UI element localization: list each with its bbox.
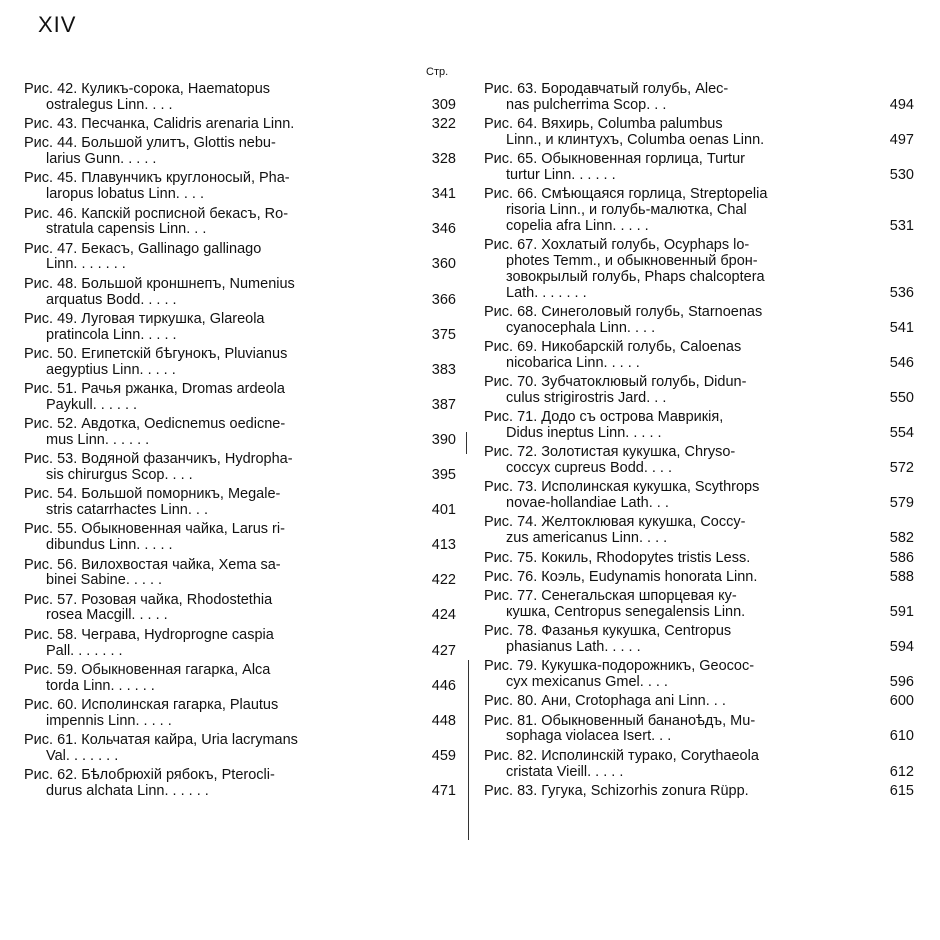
figure-entry [484,152,914,184]
caption-text: Рис. 64. Вяхирь, Columba palumbus [484,116,723,133]
figure-caption-continuation [24,98,456,114]
caption-text: Lath. . . . . . . [506,284,587,301]
figure-caption-continuation [24,679,456,695]
figure-entry [24,207,456,239]
figure-entry [484,551,914,567]
figure-entry [484,82,914,114]
caption-text: Рис. 79. Кукушка-подорожникъ, Geococ- [484,658,755,675]
figure-caption-continuation [24,293,456,309]
page-reference: 360 [431,256,456,273]
figure-list-left-column [24,82,456,803]
figure-entry [484,784,914,800]
figure-entry [24,417,456,449]
figure-caption-continuation [24,433,456,449]
caption-text: larius Gunn. . . . . [46,151,157,168]
caption-text: Рис. 75. Кокиль, Rhodopytes tristis Less. [484,549,751,566]
figure-entry [484,694,914,710]
page-reference: 494 [889,96,914,113]
page-reference: 427 [431,642,456,659]
figure-caption-continuation [484,605,914,621]
margin-rule [466,432,467,454]
column-divider-line [468,660,469,840]
caption-text: coccyx cupreus Bodd. . . . [506,460,673,477]
figure-caption-continuation [484,729,914,745]
caption-text: Рис. 63. Бородавчатый голубь, Alec- [484,81,729,97]
figure-caption-line [484,624,914,640]
caption-text: cristata Vieill. . . . . [506,763,624,780]
figure-caption-line [484,375,914,391]
figure-caption-line [484,784,914,800]
page-reference: 366 [431,291,456,308]
page-reference: 387 [431,396,456,413]
figure-caption-continuation [24,257,456,273]
page-reference: 554 [889,424,914,441]
caption-text: Рис. 70. Зубчатоклювый голубь, Didun- [484,374,747,391]
figure-entry [484,714,914,746]
page-reference: 383 [431,361,456,378]
caption-text: Val. . . . . . . [46,747,119,764]
figure-caption-continuation [484,640,914,656]
figure-caption-continuation [24,573,456,589]
page-reference: 588 [889,568,914,585]
page-reference: 615 [889,782,914,799]
figure-caption-line [484,82,914,98]
figure-caption-line [484,238,914,254]
caption-text: rosea Macgill. . . . . [46,607,168,624]
page-reference: 446 [431,677,456,694]
caption-text: Рис. 81. Обыкновенный бананоѣдъ, Mu- [484,712,756,729]
page-reference: 322 [431,116,456,133]
caption-text: Рис. 48. Большой кроншнепъ, Numenius [24,275,295,292]
caption-text: laropus lobatus Linn. . . . [46,186,204,203]
figure-caption-line [484,749,914,765]
caption-text: Рис. 51. Рачья ржанка, Dromas ardeola [24,381,285,398]
figure-caption-line [484,659,914,675]
figure-entry [484,340,914,372]
page-reference: 594 [889,639,914,655]
caption-text: binei Sabine. . . . . [46,572,163,589]
figure-caption-continuation [484,98,914,114]
caption-text: Рис. 83. Гугука, Schizorhis zonura Rüpp. [484,782,749,799]
figure-caption-line [24,522,456,538]
figure-caption-line [24,382,456,398]
caption-text: Рис. 45. Плавунчикъ круглоносый, Pha- [24,170,290,187]
figure-caption-line [24,82,456,98]
figure-caption-continuation [24,503,456,519]
caption-text: Рис. 42. Куликъ-сорока, Haematopus [24,81,271,97]
figure-caption-line [484,515,914,531]
caption-text: Рис. 59. Обыкновенная гагарка, Alca [24,661,271,678]
caption-text: copelia afra Linn. . . . . [506,217,649,234]
figure-caption-continuation [24,187,456,203]
figure-caption-continuation [24,222,456,238]
caption-text: Рис. 54. Большой поморникъ, Megale- [24,486,281,503]
figure-caption-line [24,171,456,187]
figure-entry [24,733,456,765]
figure-caption-continuation [484,321,914,337]
figure-caption-continuation [484,531,914,547]
caption-text: Рис. 52. Авдотка, Oedicnemus oedicne- [24,416,286,433]
caption-text: pratincola Linn. . . . . [46,326,177,343]
page-reference: 582 [889,530,914,547]
figure-caption-line [484,589,914,605]
figure-caption-line [24,487,456,503]
figure-caption-continuation [24,398,456,414]
figure-caption-continuation [484,254,914,270]
caption-text: Рис. 73. Исполинская кукушка, Scythrops [484,479,760,496]
figure-caption-continuation [484,765,914,781]
caption-text: turtur Linn. . . . . . [506,166,616,183]
caption-text: risoria Linn., и голубь-малютка, Chal [506,202,747,219]
page-reference: 596 [889,674,914,691]
figure-entry [24,452,456,484]
figure-entry [484,624,914,656]
page-reference: 328 [431,151,456,168]
figure-entry [484,515,914,547]
caption-text: torda Linn. . . . . . [46,677,155,694]
figure-caption-continuation [24,714,456,730]
page-reference: 413 [431,537,456,554]
figure-entry [24,768,456,800]
caption-text: Рис. 57. Розовая чайка, Rhodostethia [24,591,273,608]
figure-entry [24,277,456,309]
figure-entry [484,570,914,586]
page-reference: 401 [431,502,456,519]
caption-text: Рис. 68. Синеголовый голубь, Starnoenas [484,303,763,320]
caption-text: Рис. 61. Кольчатая кайра, Uria lacrymans [24,731,298,748]
caption-text: novae-hollandiae Lath. . . [506,495,669,512]
page-reference: 550 [889,389,914,406]
figure-caption-line [24,663,456,679]
figure-caption-line [24,277,456,293]
figure-caption-line [484,480,914,496]
figure-caption-line [24,347,456,363]
caption-text: dibundus Linn. . . . . [46,537,173,554]
figure-caption-line [24,698,456,714]
page-reference: 586 [889,549,914,566]
caption-text: sophaga violacea Isert. . . [506,728,672,745]
figure-caption-line [484,714,914,730]
figure-caption-line [24,117,456,133]
figure-caption-line [24,452,456,468]
caption-text: Paykull. . . . . . [46,396,138,413]
caption-text: phasianus Lath. . . . . [506,639,641,655]
caption-text: Рис. 49. Луговая тиркушка, Glareola [24,310,265,327]
caption-text: Рис. 77. Сенегальская шпорцевая ку- [484,588,737,605]
page-reference: 591 [889,603,914,620]
page-reference: 422 [431,572,456,589]
figure-entry [484,238,914,301]
page-number: XIV [38,12,77,37]
figure-entry [484,749,914,781]
caption-text: Рис. 62. Бѣлобрюхій рябокъ, Pterocli- [24,767,275,784]
figure-caption-line [24,207,456,223]
figure-caption-continuation [484,496,914,512]
caption-text: Рис. 66. Смѣющаяся горлица, Streptopelia [484,186,768,203]
page-reference: 531 [889,217,914,234]
page-reference: 497 [889,131,914,148]
figure-caption-continuation [24,468,456,484]
figure-entry [484,305,914,337]
figure-caption-line [484,570,914,586]
figure-caption-continuation [484,286,914,302]
caption-text: Рис. 43. Песчанка, Calidris arenaria Linn. [24,116,295,133]
caption-text: Рис. 69. Никобарскій голубь, Caloenas [484,338,742,355]
page-reference: 572 [889,460,914,477]
caption-text: cyanocephala Linn. . . . [506,319,656,336]
figure-entry [24,487,456,519]
figure-entry [24,593,456,625]
figure-caption-continuation [484,426,914,442]
caption-text: mus Linn. . . . . . [46,431,150,448]
caption-text: Рис. 56. Вилохвостая чайка, Xema sa- [24,556,281,573]
caption-text: Рис. 76. Коэль, Eudynamis honorata Linn. [484,568,758,585]
caption-text: Рис. 80. Ани, Crotophaga ani Linn. . . [484,693,726,710]
figure-caption-line [484,152,914,168]
caption-text: кушка, Centropus senegalensis Linn. [506,603,746,620]
figure-caption-continuation [24,608,456,624]
figure-caption-continuation [484,168,914,184]
figure-caption-line [484,694,914,710]
figure-caption-line [484,445,914,461]
caption-text: stratula capensis Linn. . . [46,221,207,238]
figure-caption-line [484,340,914,356]
figure-caption-continuation [484,133,914,149]
caption-text: durus alchata Linn. . . . . . [46,782,209,799]
caption-text: stris catarrhactes Linn. . . [46,502,208,519]
figure-caption-line [24,628,456,644]
page-reference: 579 [889,495,914,512]
figure-caption-line [24,558,456,574]
page-reference: 346 [431,221,456,238]
caption-text: cyx mexicanus Gmel. . . . [506,674,668,691]
figure-entry [24,558,456,590]
figure-caption-line [484,551,914,567]
figure-entry [24,663,456,695]
figure-caption-continuation [24,152,456,168]
figure-entry [484,589,914,621]
figure-caption-line [24,733,456,749]
caption-text: sis chirurgus Scop. . . . [46,467,193,484]
figure-entry [484,445,914,477]
page-reference: 546 [889,354,914,371]
figure-entry [24,522,456,554]
caption-text: Рис. 47. Бекасъ, Gallinago gallinago [24,240,262,257]
page-reference: 536 [889,284,914,301]
page-reference: 600 [889,693,914,710]
page-reference: 375 [431,326,456,343]
figure-caption-continuation [24,363,456,379]
caption-text: nas pulcherrima Scop. . . [506,96,667,113]
figure-caption-line [24,768,456,784]
figure-caption-continuation [484,391,914,407]
figure-entry [24,117,456,133]
page-reference: 390 [431,431,456,448]
figure-entry [484,659,914,691]
page-reference: 395 [431,467,456,484]
page-reference: 309 [431,96,456,113]
figure-caption-line [24,593,456,609]
caption-text: photes Temm., и обыкновенный брон- [506,252,758,269]
figure-caption-line [484,187,914,203]
caption-text: Рис. 55. Обыкновенная чайка, Larus ri- [24,521,285,538]
caption-text: Рис. 44. Большой улитъ, Glottis nebu- [24,135,276,152]
figure-caption-continuation [24,749,456,765]
page-reference: 424 [431,607,456,624]
page-reference: 471 [431,782,456,799]
figure-entry [24,171,456,203]
figure-caption-line [24,417,456,433]
figure-caption-continuation [484,461,914,477]
caption-text: Рис. 50. Египетскій бѣгунокъ, Pluvianus [24,345,288,362]
caption-text: arquatus Bodd. . . . . [46,291,177,308]
caption-text: зовокрылый голубь, Phaps chalcoptera [506,268,765,285]
figure-caption-line [24,312,456,328]
page-reference: 448 [431,712,456,729]
figure-caption-continuation [24,538,456,554]
caption-text: Pall. . . . . . . [46,642,123,659]
figure-entry [24,698,456,730]
figure-caption-line [24,242,456,258]
figure-caption-line [24,136,456,152]
figure-entry [484,187,914,234]
page-reference: 530 [889,166,914,183]
caption-text: Рис. 82. Исполинскій турако, Corythaeola [484,747,759,764]
figure-entry [24,628,456,660]
caption-text: Рис. 58. Чеграва, Hydroprogne caspia [24,626,274,643]
caption-text: aegyptius Linn. . . . . [46,361,176,378]
figure-caption-line [484,117,914,133]
caption-text: ostralegus Linn. . . . [46,96,173,113]
figure-entry [24,312,456,344]
caption-text: Рис. 53. Водяной фазанчикъ, Hydropha- [24,451,293,468]
caption-text: impennis Linn. . . . . [46,712,172,729]
figure-entry [484,117,914,149]
page-reference: 341 [431,186,456,203]
caption-text: Рис. 60. Исполинская гагарка, Plautus [24,696,279,713]
caption-text: Рис. 72. Золотистая кукушка, Chryso- [484,444,736,461]
caption-text: Рис. 74. Желтоклювая кукушка, Coccy- [484,514,746,531]
page-column-header: Стр. [426,66,449,78]
caption-text: Рис. 46. Капскій росписной бекасъ, Ro- [24,205,289,222]
figure-entry [484,480,914,512]
caption-text: Linn. . . . . . . [46,256,126,273]
figure-caption-continuation [24,644,456,660]
figure-caption-continuation [484,675,914,691]
figure-caption-line [484,305,914,321]
caption-text: culus strigirostris Jard. . . [506,389,667,406]
page-reference: 612 [889,763,914,780]
figure-list-right-column [484,82,914,803]
figure-caption-continuation [24,784,456,800]
figure-caption-line [484,410,914,426]
caption-text: Рис. 71. Додо съ острова Маврикія, [484,409,724,426]
figure-caption-continuation [484,270,914,286]
caption-text: Рис. 78. Фазанья кукушка, Centropus [484,623,732,640]
figure-caption-continuation [484,203,914,219]
figure-entry [484,410,914,442]
figure-entry [24,136,456,168]
figure-caption-continuation [484,356,914,372]
figure-caption-continuation [484,219,914,235]
figure-entry [24,242,456,274]
caption-text: Рис. 65. Обыкновенная горлица, Turtur [484,151,745,168]
figure-caption-continuation [24,328,456,344]
caption-text: Didus ineptus Linn. . . . . [506,424,662,441]
figure-entry [24,347,456,379]
figure-entry [24,382,456,414]
page-reference: 459 [431,747,456,764]
figure-entry [24,82,456,114]
page-reference: 610 [889,728,914,745]
caption-text: zus americanus Linn. . . . [506,530,668,547]
page-reference: 541 [889,319,914,336]
caption-text: Рис. 67. Хохлатый голубь, Ocyphaps lo- [484,237,750,254]
figure-entry [484,375,914,407]
caption-text: nicobarica Linn. . . . . [506,354,640,371]
caption-text: Linn., и клинтухъ, Columba oenas Linn. [506,131,765,148]
